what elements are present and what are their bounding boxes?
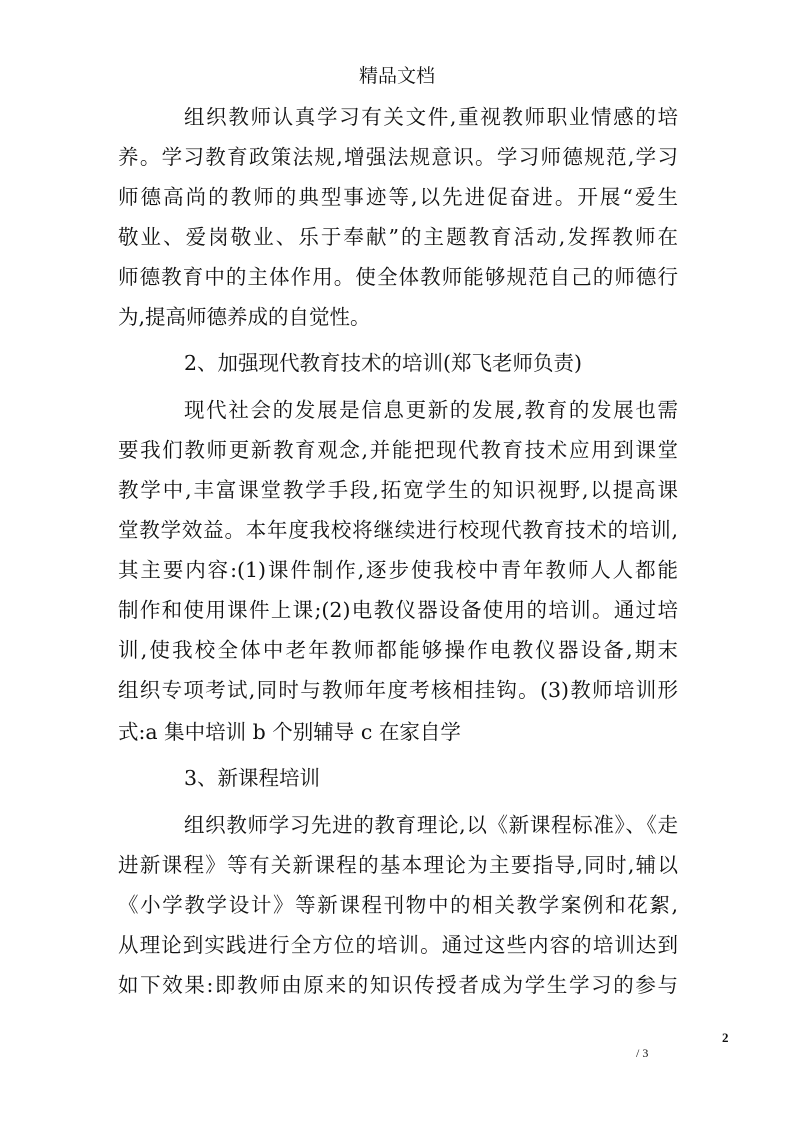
text-line: 组织教师认真学习有关文件,重视教师职业情感的培: [184, 105, 678, 129]
text-line: 为,提高师德养成的自觉性。: [118, 305, 371, 329]
page-total: / 3: [636, 1046, 649, 1060]
text-line: 式:a 集中培训 b 个别辅导 c 在家自学: [118, 720, 461, 744]
text-line: 教学中,丰富课堂教学手段,拓宽学生的知识视野,以提高课: [118, 478, 678, 502]
text-line: 训,使我校全体中老年教师都能够操作电教仪器设备,期末: [118, 638, 678, 662]
text-line: 制作和使用课件上课;(2)电教仪器设备使用的培训。通过培: [118, 598, 678, 622]
section-heading: 2、加强现代教育技术的培训(郑飞老师负责): [184, 351, 583, 375]
text-line: 进新课程》等有关新课程的基本理论为主要指导,同时,辅以: [118, 853, 678, 877]
text-line: 如下效果:即教师由原来的知识传授者成为学生学习的参与: [118, 973, 678, 997]
text-line: 现代社会的发展是信息更新的发展,教育的发展也需: [184, 398, 678, 422]
text-line: 敬业、爱岗敬业、乐于奉献”的主题教育活动,发挥教师在: [118, 225, 678, 249]
text-line: 要我们教师更新教育观念,并能把现代教育技术应用到课堂: [118, 438, 678, 462]
text-line: 组织教师学习先进的教育理论,以《新课程标准》、《走: [184, 813, 678, 837]
page-header-title: 精品文档: [358, 65, 435, 87]
text-line: 师德教育中的主体作用。使全体教师能够规范自己的师德行: [118, 265, 678, 289]
text-line: 组织专项考试,同时与教师年度考核相挂钩。(3)教师培训形: [118, 678, 678, 702]
text-line: 师德高尚的教师的典型事迹等,以先进促奋进。开展“爱生: [118, 185, 678, 209]
section-heading: 3、新课程培训: [184, 766, 321, 790]
text-line: 《小学教学设计》等新课程刊物中的相关教学案例和花絮,: [118, 893, 678, 917]
text-line: 养。学习教育政策法规,增强法规意识。学习师德规范,学习: [118, 145, 678, 169]
text-line: 从理论到实践进行全方位的培训。通过这些内容的培训达到: [118, 933, 678, 957]
text-line: 堂教学效益。本年度我校将继续进行校现代教育技术的培训,: [118, 518, 678, 542]
page-number: 2: [722, 1030, 729, 1045]
text-line: 其主要内容:(1)课件制作,逐步使我校中青年教师人人都能: [118, 558, 678, 582]
